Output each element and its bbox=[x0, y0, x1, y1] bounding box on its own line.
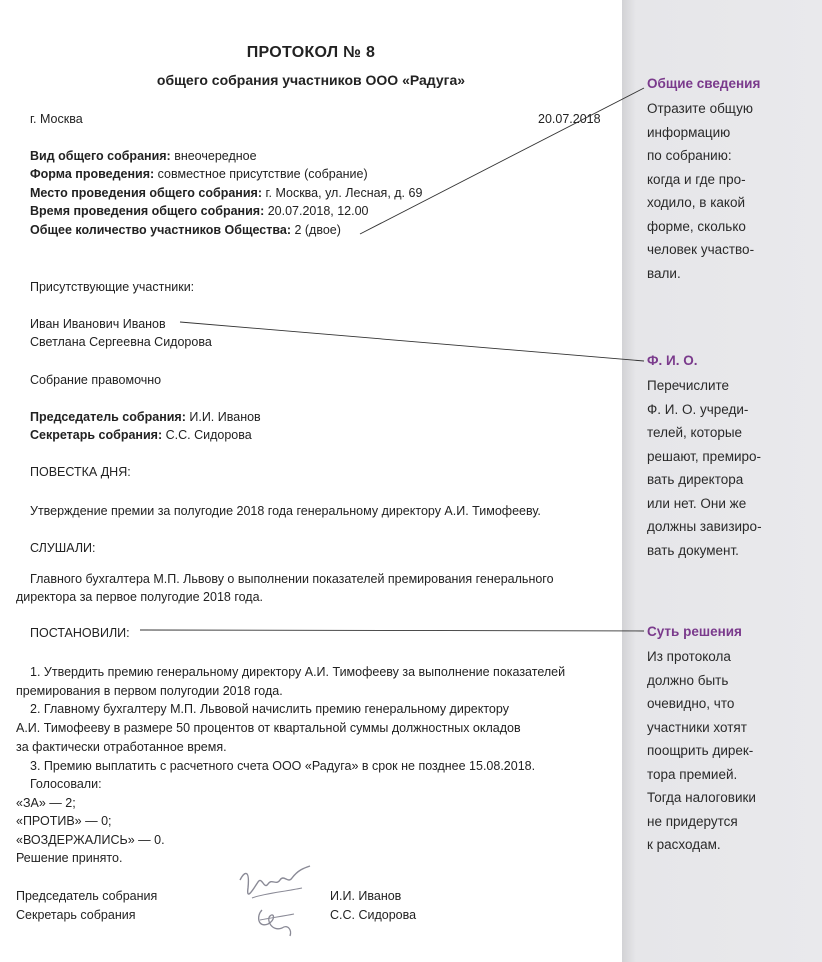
note-line: по собранию: bbox=[647, 148, 732, 163]
note-line: к расходам. bbox=[647, 837, 721, 852]
callout-line-general bbox=[360, 88, 644, 234]
field-value: 20.07.2018, 12.00 bbox=[264, 204, 369, 218]
note-line: человек участво- bbox=[647, 242, 755, 257]
note-line: участники хотят bbox=[647, 719, 747, 735]
note-line: очевидно, что bbox=[647, 696, 735, 711]
signature-chair-name: И.И. Иванов bbox=[330, 889, 402, 903]
secretary-value: С.С. Сидорова bbox=[162, 428, 252, 442]
heard-line: директора за первое полугодие 2018 года. bbox=[16, 590, 264, 604]
decision-text: Решение принято. bbox=[16, 851, 123, 865]
resolution-line: премирования в первом полугодии 2018 года. bbox=[16, 684, 283, 698]
note-line: тора премией. bbox=[647, 766, 738, 782]
note-line: информацию bbox=[647, 124, 731, 140]
signature-chair-role: Председатель собрания bbox=[16, 889, 158, 903]
signature-secretary-role: Секретарь собрания bbox=[16, 908, 136, 922]
note-line: Перечислите bbox=[647, 378, 730, 393]
note-line: или нет. Они же bbox=[647, 495, 747, 511]
field-value: 2 (двое) bbox=[291, 223, 341, 237]
resolution-line: 3. Премию выплатить с расчетного счета ООО «Радуга» в срок не позднее 15.08.2018. bbox=[30, 759, 536, 773]
heard-line: Главного бухгалтера М.П. Львову о выполнении показателей премирования генерального bbox=[30, 572, 554, 586]
field-label: Место проведения общего собрания: bbox=[30, 186, 262, 200]
quorum-text: Собрание правомочно bbox=[30, 373, 162, 387]
note-line: не придерутся bbox=[647, 813, 738, 829]
note-heading-names: Ф. И. О. bbox=[647, 353, 698, 368]
resolution-line: А.И. Тимофееву в размере 50 процентов от квартальной суммы должностных окладов bbox=[16, 721, 521, 735]
note-line: форме, сколько bbox=[647, 218, 746, 234]
resolution-line: за фактически отработанное время. bbox=[16, 740, 227, 754]
field-label: Общее количество участников Общества: bbox=[30, 223, 291, 237]
participant-name: Светлана Сергеевна Сидорова bbox=[30, 335, 212, 349]
voted-heading: Голосовали: bbox=[30, 777, 102, 791]
field-value: г. Москва, ул. Лесная, д. 69 bbox=[262, 186, 423, 200]
participant-name: Иван Иванович Иванов bbox=[30, 317, 166, 331]
chair-label: Председатель собрания: bbox=[30, 410, 186, 424]
signature-secretary-name: С.С. Сидорова bbox=[330, 908, 417, 922]
note-line: Из протокола bbox=[647, 649, 731, 664]
note-line: телей, которые bbox=[647, 425, 743, 440]
field-value: внеочередное bbox=[170, 149, 257, 163]
agenda-text: Утверждение премии за полугодие 2018 года генеральному директору А.И. Тимофееву. bbox=[30, 504, 541, 518]
present-heading: Присутствующие участники: bbox=[30, 280, 195, 294]
note-line: вали. bbox=[647, 265, 681, 281]
protocol-subtitle: общего собрания участников ООО «Радуга» bbox=[156, 72, 466, 88]
city: г. Москва bbox=[30, 112, 83, 126]
note-line: когда и где про- bbox=[647, 171, 746, 187]
field-label: Время проведения общего собрания: bbox=[30, 204, 265, 218]
vote-for: «ЗА» — 2; bbox=[16, 796, 76, 810]
field-label: Форма проведения: bbox=[30, 167, 155, 181]
resolution-line: 2. Главному бухгалтеру М.П. Львовой начислить премию генеральному директору bbox=[30, 702, 509, 716]
agenda-heading: ПОВЕСТКА ДНЯ: bbox=[30, 465, 131, 479]
vote-abstain: «ВОЗДЕРЖАЛИСЬ» — 0. bbox=[16, 833, 165, 847]
note-line: решают, премиро- bbox=[647, 448, 762, 464]
resolved-heading: ПОСТАНОВИЛИ: bbox=[30, 626, 130, 640]
field-value: совместное присутствие (собрание) bbox=[154, 167, 368, 181]
callout-line-names bbox=[180, 322, 644, 361]
note-line: вать документ. bbox=[647, 542, 739, 558]
note-heading-general: Общие сведения bbox=[647, 76, 761, 91]
note-line: Тогда налоговики bbox=[647, 790, 756, 805]
field-label: Вид общего собрания: bbox=[30, 149, 171, 163]
note-line: должно быть bbox=[647, 672, 729, 688]
note-line: должны завизиро- bbox=[647, 519, 762, 534]
vote-against: «ПРОТИВ» — 0; bbox=[16, 814, 112, 828]
note-line: Ф. И. О. учреди- bbox=[647, 401, 749, 417]
callout-line-decision bbox=[140, 630, 644, 631]
note-line: Отразите общую bbox=[647, 101, 753, 116]
note-line: вать директора bbox=[647, 472, 744, 487]
heard-heading: СЛУШАЛИ: bbox=[30, 541, 96, 555]
note-line: ходило, в какой bbox=[647, 195, 746, 210]
note-heading-decision: Суть решения bbox=[647, 624, 742, 639]
note-line: поощрить дирек- bbox=[647, 743, 754, 758]
protocol-title: ПРОТОКОЛ № 8 bbox=[246, 44, 376, 61]
protocol-date: 20.07.2018 bbox=[538, 112, 601, 126]
secretary-label: Секретарь собрания: bbox=[30, 428, 163, 442]
resolution-line: 1. Утвердить премию генеральному директору А.И. Тимофееву за выполнение показателей bbox=[30, 665, 566, 679]
chair-value: И.И. Иванов bbox=[185, 410, 261, 424]
